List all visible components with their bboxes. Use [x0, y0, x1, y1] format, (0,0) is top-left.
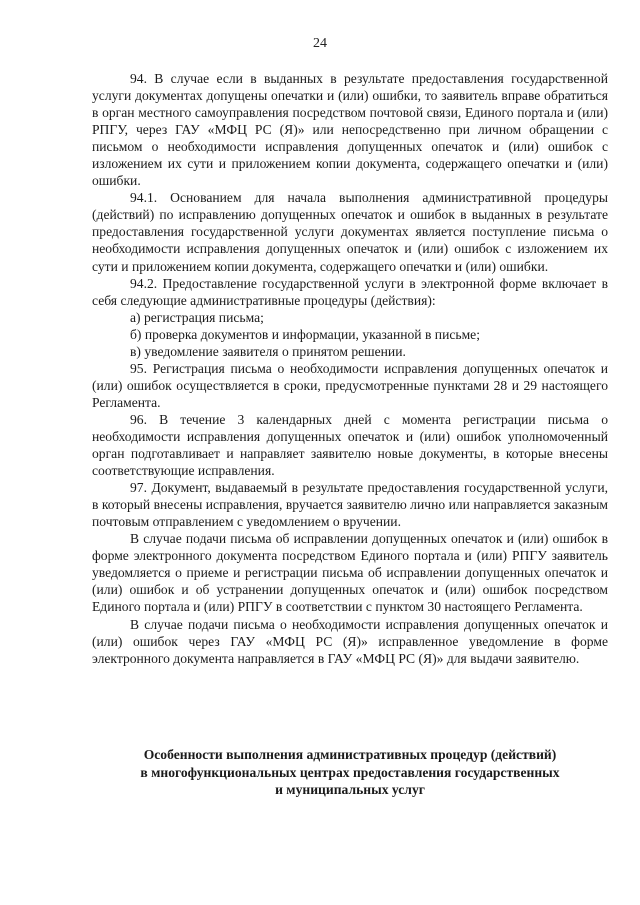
paragraph-97: 97. Документ, выдаваемый в результате предоставления государственной услуги, в который внесены исправления, вручается заявителю лично или направляется заказным почтовым отправлением с уведомлением о вручении.	[92, 480, 608, 530]
paragraph-94-2: 94.2. Предоставление государственной услуги в электронной форме включает в себя следующие административные процедуры (действия):	[92, 275, 608, 308]
paragraph-electronic-correction: В случае подачи письма об исправлении допущенных опечаток и (или) ошибок в форме электронного документа посредством Единого портала и (или) РПГУ заявитель уведомляется о приеме и регистрации письма об исправлении допущенных опечаток и (или) ошибок и об устранении допущенных опечаток и (или) ошибок посредством Единого портала и (или) РПГУ в соответствии с пунктом 30 настоящего Регламента.	[92, 531, 608, 615]
list-item-b: б) проверка документов и информации, указанной в письме;	[130, 326, 480, 342]
paragraph-94-1: 94.1. Основанием для начала выполнения административной процедуры (действий) по исправлению допущенных опечаток и ошибок в выданных в результате предоставления государственной услуги документах является поступление письма о необходимости исправления допущенных опечаток и (или) ошибок с изложением их сути и приложением копии документа, содержащего опечатки и (или) ошибки.	[92, 190, 608, 274]
section-heading	[92, 746, 608, 799]
paragraph-96: 96. В течение 3 календарных дней с момента регистрации письма о необходимости исправления допущенных опечаток и (или) ошибок уполномоченный орган подготавливает и направляет заявителю новые документы, в которые внесены соответствующие исправления.	[92, 411, 608, 479]
list-item-a: а) регистрация письма;	[130, 309, 264, 325]
paragraph-mfc-correction: В случае подачи письма о необходимости исправления допущенных опечаток и (или) ошибок через ГАУ «МФЦ РС (Я)» исправленное уведомление в форме электронного документа направляется в ГАУ «МФЦ РС (Я)» для выдачи заявителю.	[92, 616, 608, 666]
section-heading-line-1: Особенности выполнения административных процедур (действий)	[143, 747, 557, 762]
body-text	[92, 70, 608, 667]
section-heading-line-3: и муниципальных услуг	[275, 782, 425, 797]
list-item-v: в) уведомление заявителя о принятом решении.	[130, 343, 406, 359]
page-number: 24	[313, 36, 327, 51]
paragraph-94: 94. В случае если в выданных в результате предоставления государственной услуги документах допущены опечатки и (или) ошибки, то заявитель вправе обратиться в орган местного самоуправления посредством почтовой связи, Единого портала и (или) РПГУ, через ГАУ «МФЦ РС (Я)» или непосредственно при личном обращении с письмом о необходимости исправления допущенных опечаток и (или) ошибок с изложением их сути и приложением копии документа, содержащего опечатки и (или) ошибки.	[92, 71, 608, 189]
section-heading-line-2: в многофункциональных центрах предоставления государственных	[140, 764, 560, 780]
paragraph-95: 95. Регистрация письма о необходимости исправления допущенных опечаток и (или) ошибок осуществляется в сроки, предусмотренные пунктами 28 и 29 настоящего Регламента.	[92, 360, 608, 410]
